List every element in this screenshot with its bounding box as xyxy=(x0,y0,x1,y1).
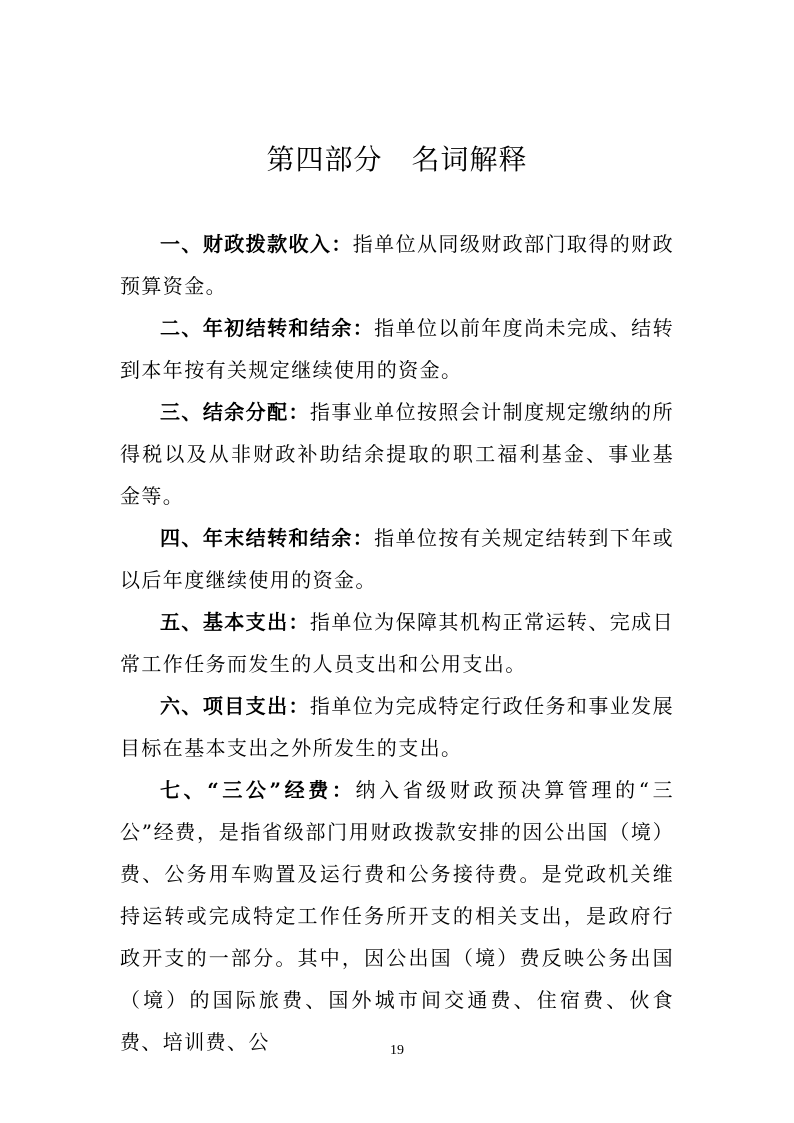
definition-text: 指单位按有关规定结转到下年或以后年度继续使用的资金。 xyxy=(120,526,674,592)
definition-paragraph xyxy=(120,391,674,517)
definition-paragraph xyxy=(120,685,674,769)
page-title: 第四部分 名词解释 xyxy=(266,143,528,176)
definition-paragraph xyxy=(120,769,674,1063)
definition-text: 指单位从同级财政部门取得的财政预算资金。 xyxy=(120,232,675,298)
definition-term: 一、财政拨款收入： xyxy=(160,232,353,256)
definition-text: 指单位为保障其机构正常运转、完成日常工作任务而发生的人员支出和公用支出。 xyxy=(120,610,674,676)
definition-text: 指单位以前年度尚未完成、结转到本年按有关规定继续使用的资金。 xyxy=(120,316,674,382)
definition-paragraph xyxy=(120,307,674,391)
definition-term: 四、年末结转和结余： xyxy=(160,526,375,550)
definition-term: 三、结余分配： xyxy=(160,400,310,424)
definition-term: 七、“三公”经费： xyxy=(160,778,356,802)
definition-term: 六、项目支出： xyxy=(160,694,310,718)
definition-text: 纳入省级财政预决算管理的“三公”经费，是指省级部门用财政拨款安排的因公出国（境）费、公务用车购置及运行费和公务接待费。是党政机关维持运转或完成特定工作任务所开支的相关支出，是政府行政开支的一部分。其中，因公出国（境）费反映公务出国（境）的国际旅费、国外城市间交通费、住宿费、伙食费、培训费、公 xyxy=(120,778,675,1054)
definition-term: 二、年初结转和结余： xyxy=(160,316,375,340)
definition-text: 指事业单位按照会计制度规定缴纳的所得税以及从非财政补助结余提取的职工福利基金、事业基金等。 xyxy=(120,400,674,508)
definition-paragraph xyxy=(120,223,674,307)
definitions-list xyxy=(120,223,674,1063)
definition-term: 五、基本支出： xyxy=(160,610,310,634)
definition-paragraph xyxy=(120,601,674,685)
definition-paragraph xyxy=(120,517,674,601)
page-number: 19 xyxy=(390,1043,404,1058)
definition-text: 指单位为完成特定行政任务和事业发展目标在基本支出之外所发生的支出。 xyxy=(120,694,674,760)
